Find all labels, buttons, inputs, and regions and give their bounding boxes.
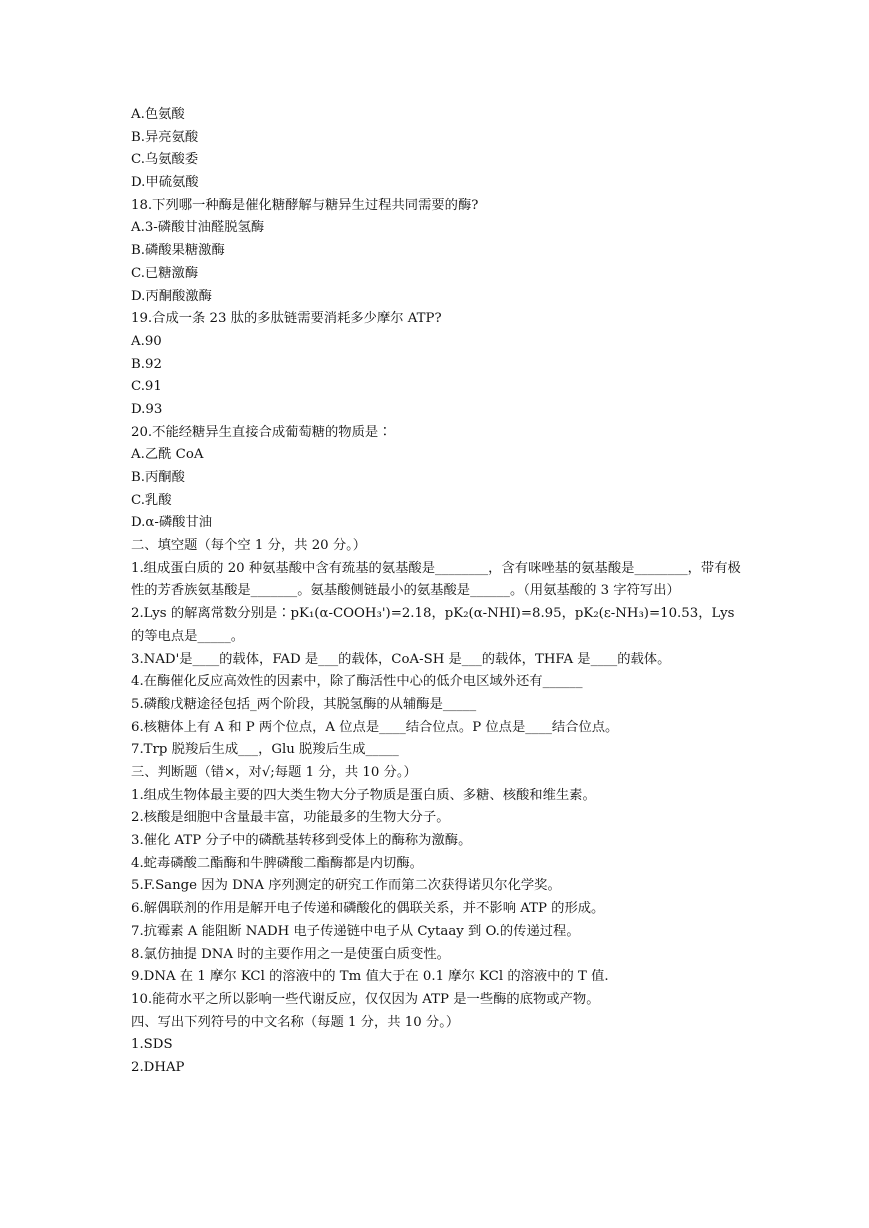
true-false-question: 7.抗霉素 A 能阻断 NADH 电子传递链中电子从 Cytaay 到 O.的传递过程。 [131, 923, 580, 939]
section-heading-true-false: 三、判断题（错×，对√;每题 1 分，共 10 分。） [131, 765, 417, 780]
option-line: B.92 [131, 356, 162, 372]
fill-blank-question-4: 4.在酶催化反应高效性的因素中，除了酶活性中心的低介电区域外还有______ [131, 674, 583, 690]
fill-blank-question-7: 7.Trp 脱羧后生成___，Glu 脱羧后生成_____ [131, 742, 399, 758]
option-line: B.磷酸果糖激酶 [131, 243, 225, 259]
option-line: C.已糖激酶 [131, 265, 199, 281]
option-line: A.90 [131, 333, 162, 349]
fill-blank-question-3: 3.NAD'是____的载体，FAD 是___的载体，CoA-SH 是___的载体，THFA 是____的载体。 [131, 651, 671, 667]
abbreviation-item: 2.DHAP [131, 1059, 185, 1075]
true-false-question: 5.F.Sange 因为 DNA 序列测定的研究工作而第二次获得诺贝尔化学奖。 [131, 878, 561, 894]
fill-blank-question-2: 2.Lys 的解离常数分别是∶pK₁(α-COOH₃')=2.18，pK₂(α-NHI)=8.95，pK₂(ε-NH₃)=10.53，Lys 的等电点是_____。 [131, 606, 735, 644]
section-heading-fill-blank: 二、填空题（每个空 1 分，共 20 分。） [131, 538, 367, 554]
option-line: A.色氨酸 [131, 107, 185, 122]
option-line: C.乳酸 [131, 492, 172, 508]
true-false-question: 3.催化 ATP 分子中的磷酰基转移到受体上的酶称为激酶。 [131, 833, 472, 849]
question-19: 19.合成一条 23 肽的多肽链需要消耗多少摩尔 ATP? [131, 311, 442, 327]
question-18: 18.下列哪一种酶是催化糖酵解与糖异生过程共同需要的酶? [131, 197, 479, 213]
option-line: A.3-磷酸甘油醛脱氢酶 [131, 220, 265, 236]
fill-blank-question-5: 5.磷酸戊糖途径包括_两个阶段，其脱氢酶的从辅酶是_____ [131, 696, 477, 712]
true-false-question: 2.核酸是细胞中含量最丰富，功能最多的生物大分子。 [131, 810, 450, 826]
true-false-question: 6.解偶联剂的作用是解开电子传递和磷酸化的偶联关系，并不影响 ATP 的形成。 [131, 901, 605, 917]
option-line: C.乌氨酸委 [131, 152, 199, 168]
fill-blank-question-1: 1.组成蛋白质的 20 种氨基酸中含有巯基的氨基酸是________，含有咪唑基的氨基酸是________，带有极性的芳香族氨基酸是_______。氨基酸侧链最小的氨基酸是______。（用氨基酸的 3 字符写出） [131, 560, 741, 599]
option-line: D.α-磷酸甘油 [131, 515, 213, 531]
question-20: 20.不能经糖异生直接合成葡萄糖的物质是∶ [131, 424, 392, 440]
option-line: A.乙酰 CoA [131, 447, 204, 463]
true-false-question: 1.组成生物体最主要的四大类生物大分子物质是蛋白质、多糖、核酸和维生素。 [131, 787, 596, 803]
true-false-question: 4.蛇毒磷酸二酯酶和牛脾磷酸二酯酶都是内切酶。 [131, 855, 423, 871]
document-page [131, 104, 751, 1080]
option-line: D.93 [131, 401, 163, 417]
option-line: D.丙酮酸激酶 [131, 288, 212, 304]
section-heading-abbreviations: 四、写出下列符号的中文名称（每题 1 分，共 10 分。） [131, 1014, 460, 1030]
true-false-question: 8.氯仿抽提 DNA 时的主要作用之一是使蛋白质变性。 [131, 946, 450, 962]
fill-blank-question-6: 6.核糖体上有 A 和 P 两个位点，A 位点是____结合位点。P 位点是____结合位点。 [131, 719, 619, 735]
true-false-question: 9.DNA 在 1 摩尔 KCl 的溶液中的 Tm 值大于在 0.1 摩尔 KCl 的溶液中的 T 值. [131, 969, 609, 985]
abbreviation-item: 1.SDS [131, 1037, 173, 1053]
option-line: B.丙酮酸 [131, 470, 185, 485]
option-line: C.91 [131, 379, 162, 395]
option-line: B.异亮氨酸 [131, 129, 199, 145]
true-false-question: 10.能荷水平之所以影响一些代谢反应，仅仅因为 ATP 是一些酶的底物或产物。 [131, 991, 600, 1007]
option-line: D.甲硫氨酸 [131, 175, 199, 191]
